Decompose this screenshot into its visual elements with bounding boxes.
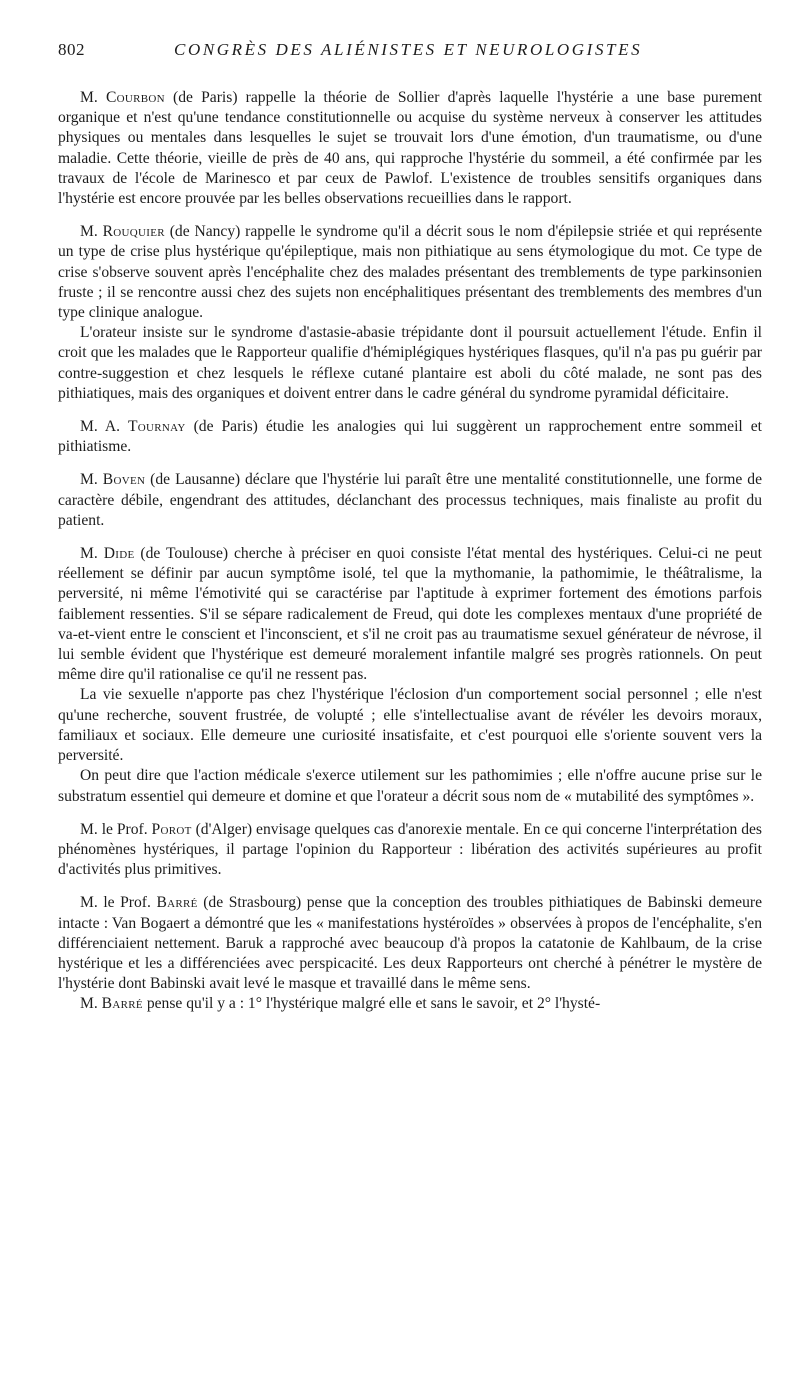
speaker-name: Barré <box>156 894 198 912</box>
speaker-name: Porot <box>151 820 192 838</box>
paragraph-barre-cont <box>58 994 762 1014</box>
speaker-name: Courbon <box>105 89 165 106</box>
paragraph-boven <box>58 470 762 531</box>
paragraph-courbon <box>58 88 762 209</box>
speaker-name: Boven <box>102 471 146 489</box>
paragraph-porot <box>58 820 762 881</box>
speaker-prefix: M. A. <box>80 418 128 436</box>
speaker-prefix: M. <box>80 223 103 241</box>
page-number: 802 <box>58 40 85 59</box>
paragraph-dide-cont-1 <box>58 685 762 766</box>
running-head <box>58 40 762 64</box>
paragraph-text: (de Paris) rappelle la théorie de Sollier d'après laquelle l'hystérie a une base purement organique et n'est qu'une tendance constitutionnelle ou acquise du système nerveux à conserver les attitudes physiques ou mentales dans lesquelles le sujet se trouvait lors d'une émotion, d'un traumatisme, ou d'une maladie. Cette théorie, vieille de près de 40 ans, qui rapproche l'hystérie du sommeil, a été confirmée par les travaux de l'école de Marinesco et par ceux de Pawlof. L'existence de troubles sensitifs organiques dans l'hystérie est encore prouvée par les belles observations recueillies dans le rapport. <box>58 89 762 208</box>
paragraph-rouquier <box>58 222 762 323</box>
paragraph-text: (d'Alger) envisage quelques cas d'anorexie mentale. En ce qui concerne l'interprétation des phénomènes hystériques, il partage l'opinion du Rapporteur : libération des activités supérieures au profit d'activités plus primitives. <box>58 820 762 879</box>
paragraph-text: L'orateur insiste sur le syndrome d'astasie-abasie trépidante dont il poursuit actuellement l'étude. Enfin il croit que les malades que le Rapporteur qualifie d'hémiplégiques hystériques flasques, qu'il n'a pas pu guérir par contre-suggestion et chez lesquels le réflexe cutané plantaire est aboli du côté malade, ne sont pas des pithiatiques, mais des organiques et doivent entrer dans le cadre général du syndrome pyramidal déficitaire. <box>58 324 762 402</box>
paragraph-text: (de Paris) étudie les analogies qui lui suggèrent un rapprochement entre sommeil et pithiatisme. <box>58 418 762 456</box>
speaker-prefix: M. <box>80 545 104 563</box>
paragraph-dide-cont-2 <box>58 766 762 806</box>
paragraph-text: On peut dire que l'action médicale s'exerce utilement sur les pathomimies ; elle n'offre aucune prise sur le substratum essentiel qui demeure et domine et que l'orateur a décrit sous nom de « mutabilité des symptômes ». <box>58 767 762 805</box>
paragraph-barre <box>58 893 762 994</box>
paragraph-text: La vie sexuelle n'apporte pas chez l'hystérique l'éclosion d'un comportement social personnel ; elle n'est qu'une recherche, souvent frustrée, de volupté ; elle s'intellectualise avant de révéler les devoirs moraux, familiaux et sociaux. Elle demeure une curiosité insatisfaite, et c'est pourquoi elle s'oriente souvent vers la perversité. <box>58 686 762 765</box>
speaker-prefix: M. <box>80 89 106 106</box>
paragraph-text: (de Strasbourg) pense que la conception des troubles pithiatiques de Babinski demeure intacte : Van Bogaert a démontré que les « manifestations hystéroïdes » observées à propos de l'encéphalite, s'en différenciaient nettement. Baruk a rapproché avec beaucoup d'à propos la catatonie de Kahlbaum, de la crise hystérique et les a différenciées avec perspicacité. Les deux Rapporteurs ont cherché à pénétrer le mystère de l'hystérie dont Babinski avait levé le masque et travaillé dans le même sens. <box>58 894 762 993</box>
paragraph-dide <box>58 544 762 685</box>
running-title: CONGRÈS DES ALIÉNISTES ET NEUROLOGISTES <box>174 40 643 59</box>
paragraph-text: (de Nancy) rappelle le syndrome qu'il a décrit sous le nom d'épilepsie striée et qui représente un type de crise plus hystérique qu'épileptique, mais non pithiatique au sens étymologique du mot. Ce type de crise s'observe souvent après l'encéphalite chez des malades présentant des tremblements de type parkinsonien fruste ; il se rencontre aussi chez des sujets non encéphalitiques présentant des tremblements des membres d'un type clinique analogue. <box>58 223 762 322</box>
speaker-prefix: M. <box>80 471 103 489</box>
speaker-name: Tournay <box>127 418 186 436</box>
speaker-prefix: M. le Prof. <box>80 820 152 838</box>
speaker-name: Barré <box>101 995 143 1013</box>
paragraph-rouquier-cont <box>58 323 762 404</box>
paragraph-text: (de Toulouse) cherche à préciser en quoi consiste l'état mental des hystériques. Celui-ci ne peut réellement se définir par aucun symptôme isolé, tel que la mythomanie, la pathomimie, le théâtralisme, la perversité, ni même l'émotivité qui se caractérise par l'aptitude à exprimer fortement des émotions parfois faiblement ressenties. S'il se sépare radicalement de Freud, qui dote les complexes mentaux d'une propriété de va-et-vient entre le conscient et l'inconscient, et s'il ne croit pas au traumatisme sexuel générateur de névrose, il lui semble évident que l'hystérique est demeuré moralement infantile malgré ses progrès rationnels. On peut même dire qu'il rationalise ce qu'il ne ressent pas. <box>58 545 762 684</box>
paragraph-tournay <box>58 417 762 457</box>
speaker-prefix: M. le Prof. <box>80 894 157 912</box>
speaker-name: Dide <box>103 545 135 563</box>
speaker-prefix: M. <box>80 995 102 1013</box>
speaker-name: Rouquier <box>102 223 165 241</box>
paragraph-text: (de Lausanne) déclare que l'hystérie lui paraît être une mentalité constitutionnelle, une forme de caractère débile, engendrant des attitudes, déclanchant des processus techniques, mais finaliste au profit du patient. <box>58 471 762 529</box>
paragraph-text: pense qu'il y a : 1° l'hystérique malgré elle et sans le savoir, et 2° l'hysté- <box>142 995 601 1013</box>
body-text <box>58 88 762 1015</box>
